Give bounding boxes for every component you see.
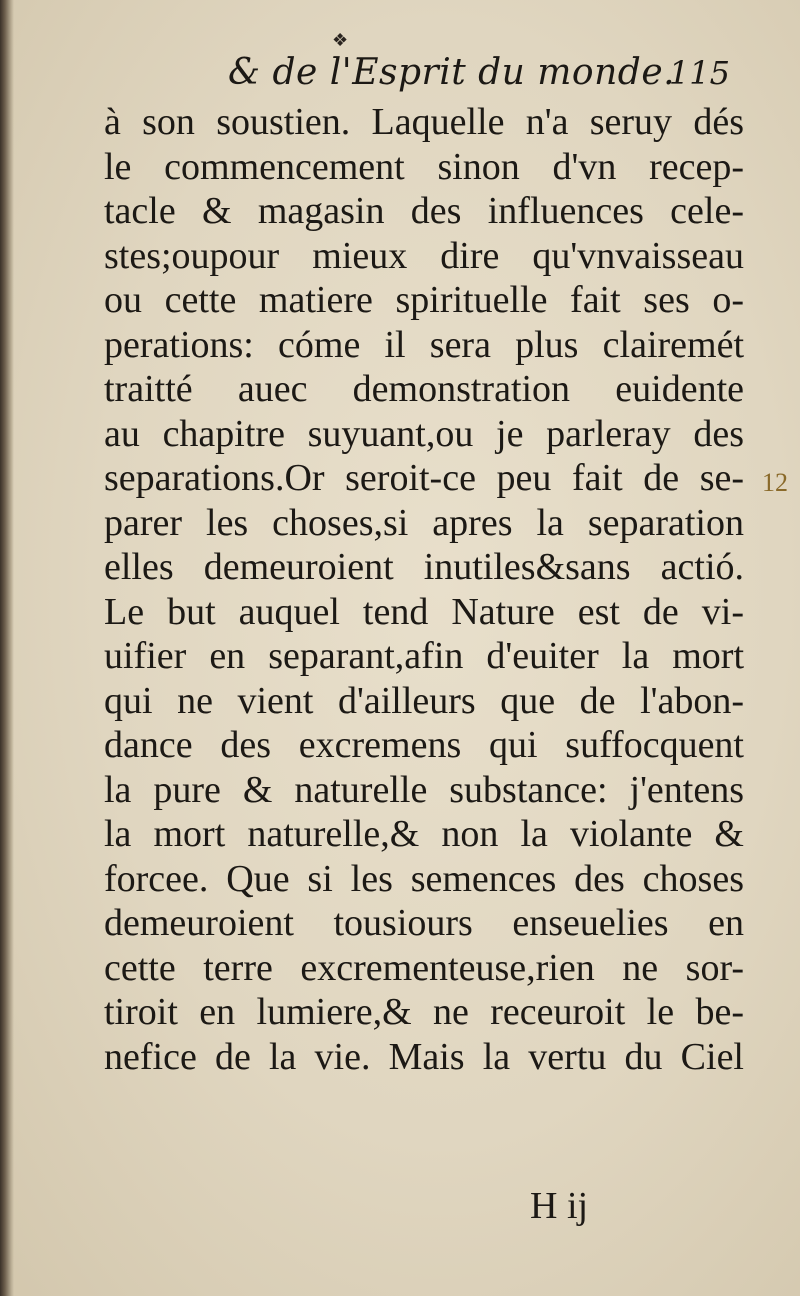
text-line: nefice de la vie. Mais la vertu du Ciel xyxy=(104,1035,744,1078)
text-line: tacle & magasin des influences cele- xyxy=(104,190,744,232)
text-line: parer les choses,si apres la separation xyxy=(104,501,744,544)
page-number: 115 xyxy=(668,54,730,92)
text-line: la pure & naturelle substance: j'entens xyxy=(104,768,744,811)
text-line: Le but auquel tend Nature est de vi- xyxy=(104,590,744,633)
text-line: uifier en separant,afin d'euiter la mort xyxy=(104,635,744,677)
text-line: ou cette matiere spirituelle fait ses o- xyxy=(104,279,744,321)
running-head: & de l'Esprit du monde. xyxy=(228,52,676,93)
text-line: perations: cóme il sera plus clairemét xyxy=(104,323,744,366)
page-header xyxy=(228,52,748,102)
text-line: elles demeuroient inutiles&sans actió. xyxy=(104,546,744,588)
text-line: qui ne vient d'ailleurs que de l'abon- xyxy=(104,679,744,722)
signature-mark: H ij xyxy=(530,1185,589,1227)
text-line: à son soustien. Laquelle n'a seruy dés xyxy=(104,101,744,143)
binding-gutter xyxy=(0,0,14,1296)
text-line: le commencement sinon d'vn recep- xyxy=(104,145,744,188)
margin-note: 12 xyxy=(762,468,788,497)
text-line: au chapitre suyuant,ou je parleray des xyxy=(104,412,744,455)
text-line: demeuroient tousiours enseuelies en xyxy=(104,902,744,944)
text-line: dance des excremens qui suffocquent xyxy=(104,724,744,766)
body-text xyxy=(104,100,744,1079)
text-line: forcee. Que si les semences des choses xyxy=(104,857,744,900)
text-line: stes;oupour mieux dire qu'vnvaisseau xyxy=(104,234,744,277)
text-line: la mort naturelle,& non la violante & xyxy=(104,813,744,855)
text-line: cette terre excrementeuse,rien ne sor- xyxy=(104,946,744,989)
text-line: tiroit en lumiere,& ne receuroit le be- xyxy=(104,991,744,1033)
text-line: separations.Or seroit-ce peu fait de se- xyxy=(104,457,744,499)
text-line: traitté auec demonstration euidente xyxy=(104,368,744,410)
ornament-mark: ❖ xyxy=(332,30,349,51)
